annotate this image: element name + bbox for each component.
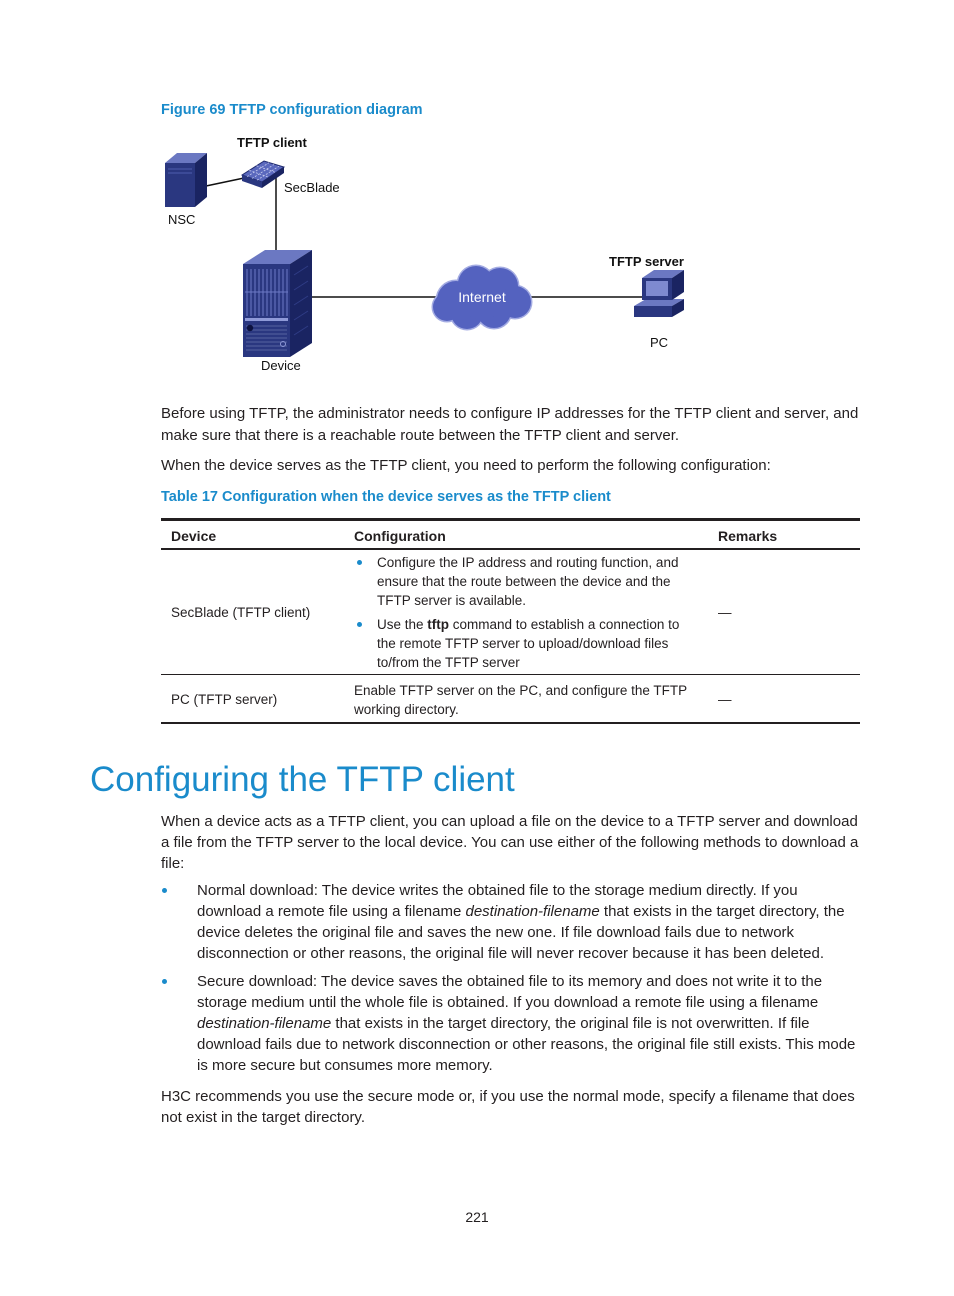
- bullet-dot: [357, 560, 362, 565]
- filename-term: destination-filename: [197, 1015, 332, 1033]
- device-power-knob: [247, 325, 253, 331]
- list-item-text: Secure download: The device saves the obtained file to its memory and does not write it to the storage medium until the whole file is obtained. If you download a remote file using a filename: [197, 973, 823, 1012]
- pc-icon: [634, 270, 684, 317]
- bullet-dot: [357, 622, 362, 627]
- pc-label: PC: [650, 335, 669, 350]
- filename-term: destination-filename: [465, 903, 600, 921]
- device-slot-band: [245, 318, 288, 321]
- header-remarks: Remarks: [708, 519, 860, 549]
- intro-paragraph-configuration: When the device serves as the TFTP client, you need to perform the following configuration:: [161, 457, 771, 474]
- config-bullet-item: [354, 553, 698, 610]
- bullet-dot: [162, 979, 167, 984]
- table-header: [161, 519, 860, 549]
- cloud-puff: [433, 293, 461, 321]
- intro-paragraph-prerequisite: Before using TFTP, the administrator needs to configure IP addresses for the TFTP client and server, and make sure that there is a reachable route between the TFTP client and server.: [161, 405, 859, 444]
- tftp-configuration-diagram: [161, 120, 864, 378]
- device-side-face: [290, 250, 312, 357]
- download-methods-list: [161, 880, 864, 1076]
- nsc-label: NSC: [168, 212, 196, 227]
- remarks-cell: —: [708, 549, 860, 675]
- table-caption: Table 17 Configuration when the device serves as the TFTP client: [161, 488, 611, 505]
- config-bullet-text: Use the: [377, 616, 428, 632]
- tftp-server-label: TFTP server: [609, 254, 684, 269]
- config-cell: [344, 549, 708, 675]
- section-heading: Configuring the TFTP client: [90, 759, 515, 799]
- page-number: 221: [465, 1209, 489, 1225]
- content-column: [90, 0, 864, 1128]
- internet-cloud-icon: [432, 265, 533, 331]
- configuration-table: [161, 518, 860, 724]
- table-row: [161, 674, 860, 723]
- header-configuration: Configuration: [344, 519, 708, 549]
- table-row: [161, 549, 860, 675]
- link-nsc-secblade: [206, 178, 244, 186]
- list-item-text: that exists in the target directory, the original file is not overwritten. If file download fails due to network disconnection or other reasons, the original file still exists. This mode is more secure but consumes more memory.: [197, 1015, 856, 1075]
- device-chassis-icon: [243, 250, 312, 357]
- secblade-label: SecBlade: [284, 180, 340, 195]
- figure-caption: Figure 69 TFTP configuration diagram: [161, 102, 423, 118]
- section-paragraph-recommendation: H3C recommends you use the secure mode or, if you use the normal mode, specify a filename that does not exist in the target directory.: [161, 1088, 855, 1127]
- pc-base-front: [634, 306, 672, 317]
- nsc-server-icon: [165, 153, 207, 207]
- header-device: Device: [161, 519, 344, 549]
- device-label: Device: [261, 358, 301, 373]
- section-paragraph-intro: When a device acts as a TFTP client, you can upload a file on the device to a TFTP server and download a file from the TFTP server to the local device. You can use either of the following methods to download a file:: [161, 812, 859, 873]
- table-header-row: [161, 519, 860, 549]
- config-cell: Enable TFTP server on the PC, and configure the TFTP working directory.: [344, 674, 708, 723]
- nsc-front-face: [165, 163, 195, 207]
- pc-monitor-screen: [646, 281, 668, 296]
- device-cell: SecBlade (TFTP client): [161, 549, 344, 675]
- secblade-icon: [242, 161, 284, 188]
- config-bullet-text: Configure the IP address and routing function, and ensure that the route between the device and the TFTP server is available.: [377, 554, 679, 608]
- list-item-normal-download: [161, 880, 864, 964]
- device-cell: PC (TFTP server): [161, 674, 344, 723]
- list-item-text: Normal download: The device writes the obtained file to the storage medium directly. If you download a remote file using a filename: [197, 882, 798, 921]
- tftp-command-keyword: tftp: [427, 616, 450, 632]
- list-item-text: that exists in the target directory, the device deletes the original file and saves the new one. If file download fails due to network disconnection or other reasons, the original file will never recover because it has been deleted.: [197, 903, 845, 963]
- config-bullet-list: [354, 553, 698, 672]
- remarks-cell: —: [708, 674, 860, 723]
- tftp-client-label: TFTP client: [237, 135, 307, 150]
- internet-label: Internet: [458, 289, 506, 305]
- config-bullet-item: [354, 615, 698, 672]
- bullet-dot: [162, 888, 167, 893]
- list-item-secure-download: [161, 971, 864, 1076]
- table-body: [161, 549, 860, 723]
- config-bullet-text: command to establish a connection to the remote TFTP server to upload/download files to/from the TFTP server: [377, 616, 680, 670]
